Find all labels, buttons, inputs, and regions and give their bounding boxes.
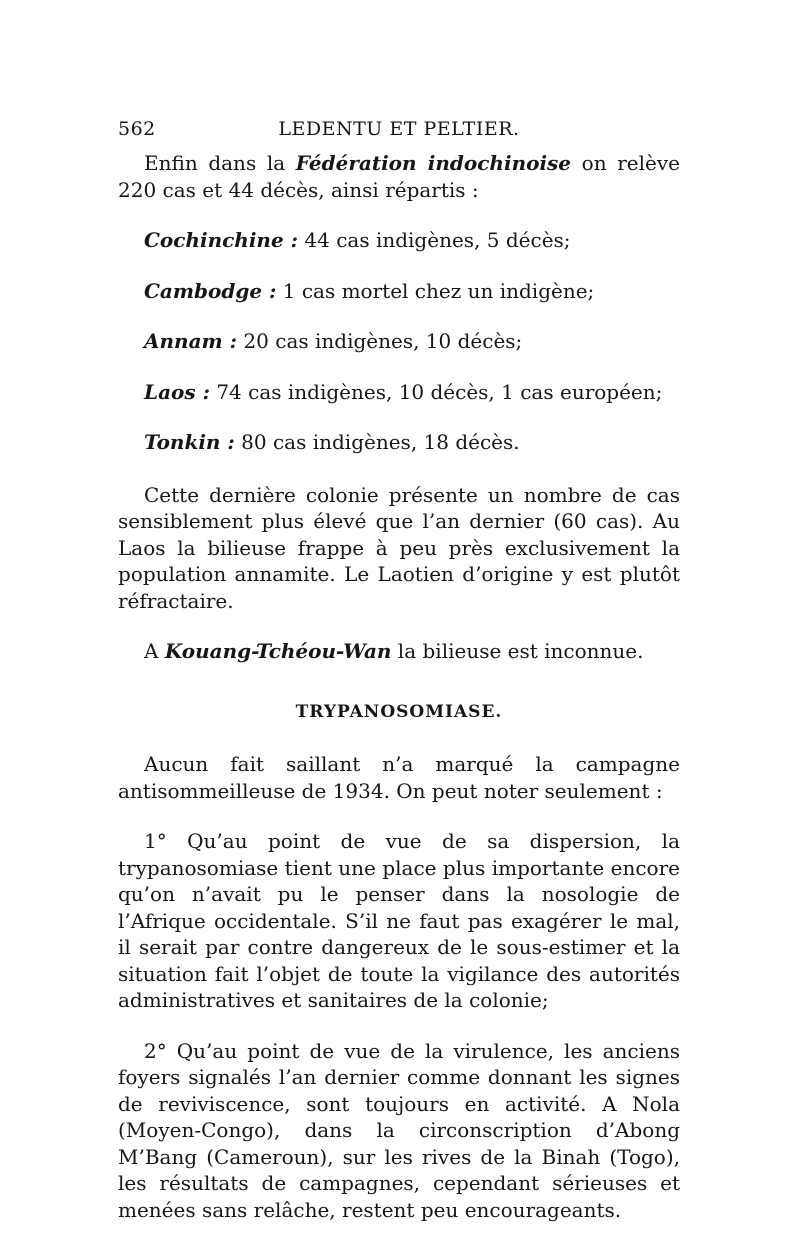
kouang-pre: A	[144, 639, 165, 663]
campagne-paragraph: Aucun fait saillant n’a marqué la campagne antisommeilleuse de 1934. On peut noter seulement :	[118, 752, 680, 803]
list-label: Laos :	[144, 379, 210, 404]
list-item-cochinchine	[118, 227, 680, 254]
intro-italic: Fédération indochinoise	[295, 151, 572, 175]
point-2-paragraph: 2° Qu’au point de vue de la virulence, les anciens foyers signalés l’an dernier comme donnant les signes de reviviscence, sont toujours en activité. A Nola (Moyen-Congo), dans la circonscription d’Abong M’Bang (Cameroun), sur les rives de la Binah (Togo), les résultats de campagnes, cependant sérieuses et menées sans relâche, restent peu encourageants.	[118, 1038, 680, 1222]
kouang-paragraph	[118, 638, 680, 665]
list-item-tonkin	[118, 429, 680, 456]
running-head: LEDENTU ET PELTIER.	[278, 118, 520, 140]
intro-post: on relève 220 cas et 44 décès, ainsi répartis :	[118, 151, 680, 202]
list-label: Cambodge :	[144, 278, 277, 303]
page-header	[118, 118, 680, 148]
point-1-paragraph: 1° Qu’au point de vue de sa dispersion, la trypanosomiase tient une place plus importante encore qu’on n’avait pu le penser dans la nosologie de l’Afrique occidentale. S’il ne faut pas exagérer le mal, il serait par contre dangereux de le sous-estimer et la situation fait l’objet de toute la vigilance des autorités administratives et sanitaires de la colonie;	[118, 829, 680, 1012]
intro-pre: Enfin dans la	[144, 151, 296, 175]
kouang-italic: Kouang-Tchéou-Wan	[164, 639, 392, 663]
list-label: Annam :	[144, 329, 238, 353]
kouang-post: la bilieuse est inconnue.	[391, 639, 644, 663]
list-item-cambodge	[118, 278, 680, 305]
list-text: 44 cas indigènes, 5 décès;	[298, 228, 571, 252]
intro-paragraph	[118, 150, 680, 203]
list-item-annam	[118, 328, 680, 355]
list-text: 20 cas indigènes, 10 décès;	[237, 329, 523, 353]
list-label: Tonkin :	[144, 430, 235, 454]
body-text	[118, 150, 680, 1223]
section-title: TRYPANOSOMIASE.	[295, 701, 503, 722]
list-text: 80 cas indigènes, 18 décès.	[234, 430, 520, 454]
list-text: 1 cas mortel chez un indigène;	[276, 278, 595, 303]
list-item-laos	[118, 379, 680, 406]
list-text: 74 cas indigènes, 10 décès, 1 cas européen;	[209, 379, 663, 404]
colonie-paragraph: Cette dernière colonie présente un nombre de cas sensiblement plus élevé que l’an dernier (60 cas). Au Laos la bilieuse frappe à peu près exclusivement la population annamite. Le Laotien d’origine y est plutôt réfractaire.	[118, 482, 680, 613]
list-label: Cochinchine :	[144, 228, 299, 252]
page-number: 562	[118, 118, 156, 140]
